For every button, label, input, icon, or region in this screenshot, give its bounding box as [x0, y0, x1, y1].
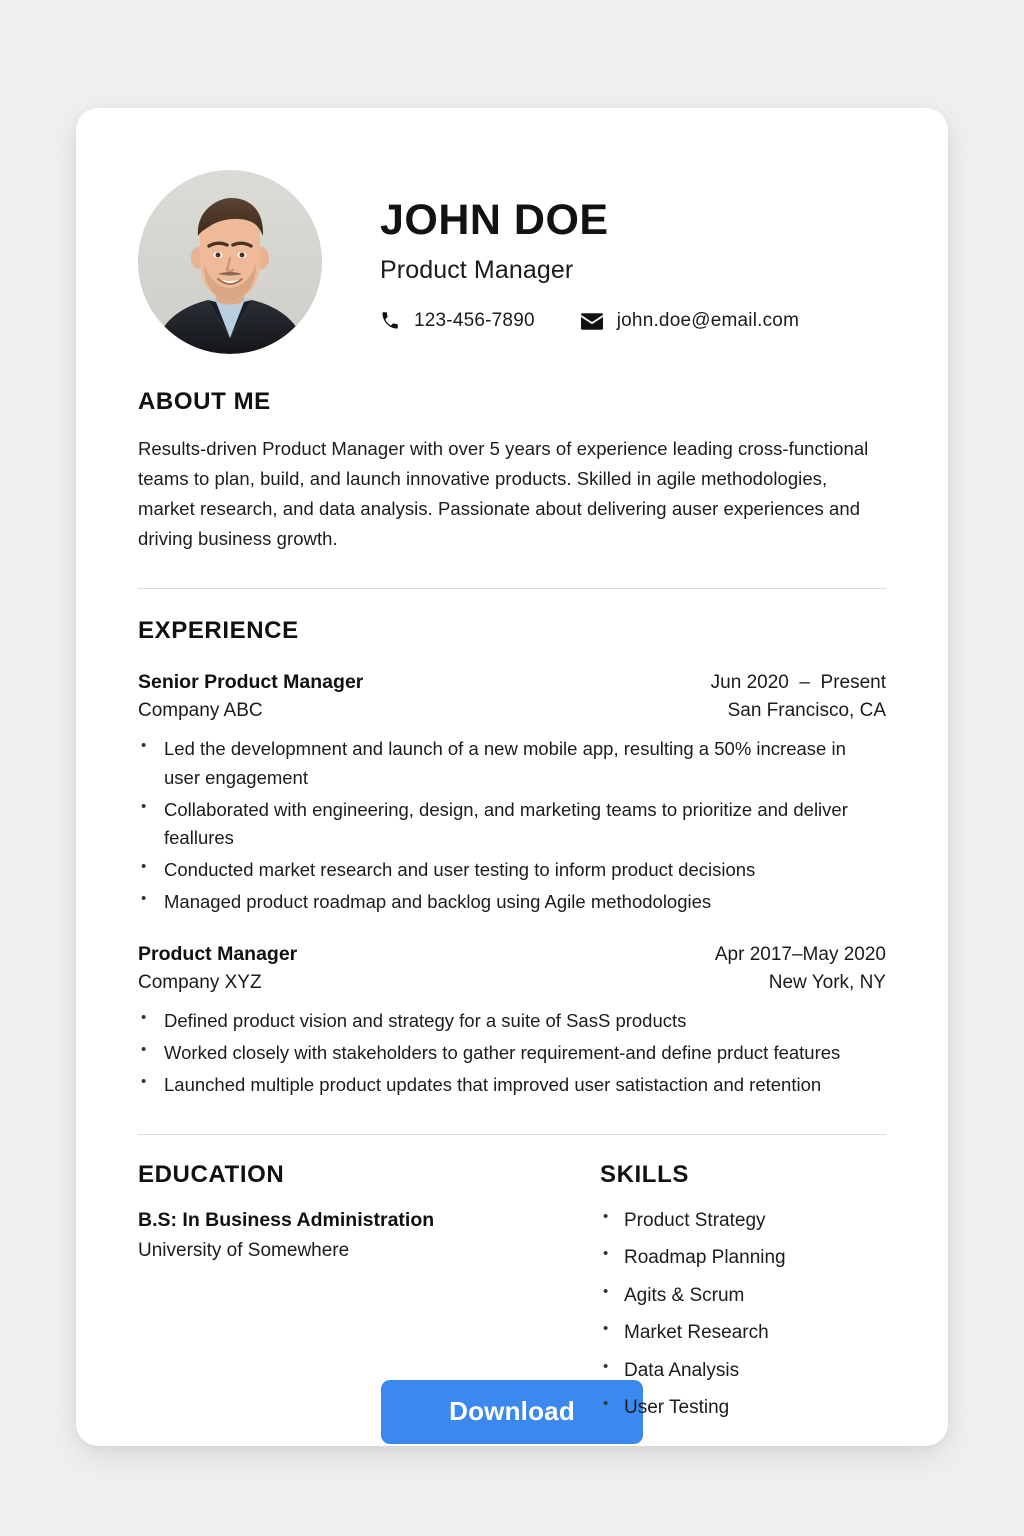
resume-header	[76, 108, 948, 354]
experience-title: EXPERIENCE	[138, 616, 299, 644]
job-bullet: • Conducted market research and user testing to inform product decisions	[138, 856, 886, 885]
job-bullet: • Collaborated with engineering, design, and marketing teams to prioritize and deliver feallures	[138, 796, 886, 854]
job-role: Product Manager	[138, 943, 298, 966]
phone-value: 123-456-7890	[414, 310, 535, 332]
job-subheader-row	[138, 694, 886, 722]
experience-entry	[138, 943, 886, 1100]
contact-phone[interactable]	[380, 310, 535, 332]
skill-item: • Market Research	[600, 1319, 886, 1348]
job-dates: Apr 2017–May 2020	[714, 944, 886, 966]
skill-item: • Agits & Scrum	[600, 1282, 886, 1311]
job-header-row	[138, 671, 886, 694]
job-bullet: • Defined product vision and strategy for a suite of SasS products	[138, 1007, 886, 1036]
job-bullet: • Worked closely with stakeholders to gather requirement-and define prduct features	[138, 1039, 886, 1068]
divider-after-experience	[138, 1134, 886, 1135]
skill-item: • Product Strategy	[600, 1207, 886, 1236]
person-name: JOHN DOE	[380, 195, 609, 244]
portrait-photo-icon	[138, 170, 322, 354]
contact-email[interactable]	[581, 310, 799, 332]
skill-item: • User Testing	[600, 1394, 886, 1423]
header-info	[380, 192, 799, 332]
experience-entry	[138, 671, 886, 917]
avatar	[138, 170, 322, 354]
skill-item: • Data Analysis	[600, 1357, 886, 1386]
job-header-row	[138, 943, 886, 966]
skill-item: • Roadmap Planning	[600, 1244, 886, 1273]
download-button[interactable]: Download	[381, 1380, 643, 1444]
education-degree: B.S: In Business Administration	[138, 1208, 435, 1231]
divider-after-about	[138, 588, 886, 589]
resume-card	[76, 108, 948, 1446]
about-title: ABOUT ME	[138, 388, 271, 415]
skills-title: SKILLS	[600, 1160, 689, 1188]
job-bullets	[138, 735, 886, 917]
job-location: San Francisco, CA	[727, 699, 886, 721]
envelope-icon	[581, 313, 603, 330]
job-bullet: • Led the developmnent and launch of a new mobile app, resulting a 50% increase in user engagement	[138, 735, 886, 793]
education-school: University of Somewhere	[138, 1239, 350, 1261]
section-experience	[138, 617, 886, 1100]
job-subheader-row	[138, 966, 886, 994]
job-location: New York, NY	[768, 972, 886, 994]
job-bullet: • Managed product roadmap and backlog using Agile methodologies	[138, 888, 886, 917]
education-title: EDUCATION	[138, 1160, 285, 1188]
email-value: john.doe@email.com	[616, 310, 800, 332]
person-job-title: Product Manager	[380, 256, 574, 285]
section-about	[138, 388, 886, 554]
job-bullet: • Launched multiple product updates that improved user satistaction and retention	[138, 1071, 886, 1100]
contact-row	[380, 310, 799, 332]
phone-icon	[380, 311, 400, 331]
job-company: Company ABC	[138, 699, 263, 721]
job-dates: Jun 2020 – Present	[710, 671, 886, 693]
job-company: Company XYZ	[138, 972, 262, 994]
job-bullets	[138, 1007, 886, 1100]
resume-body	[76, 388, 948, 1444]
about-text: Results-driven Product Manager with over 5 years of experience leading cross-functional teams to plan, build, and launch innovative products. Skilled in agile methodologies, market research, and data analysis. Passionate about delivering auser experiences and driving business growth.	[138, 438, 869, 549]
job-role: Senior Product Manager	[138, 670, 364, 693]
